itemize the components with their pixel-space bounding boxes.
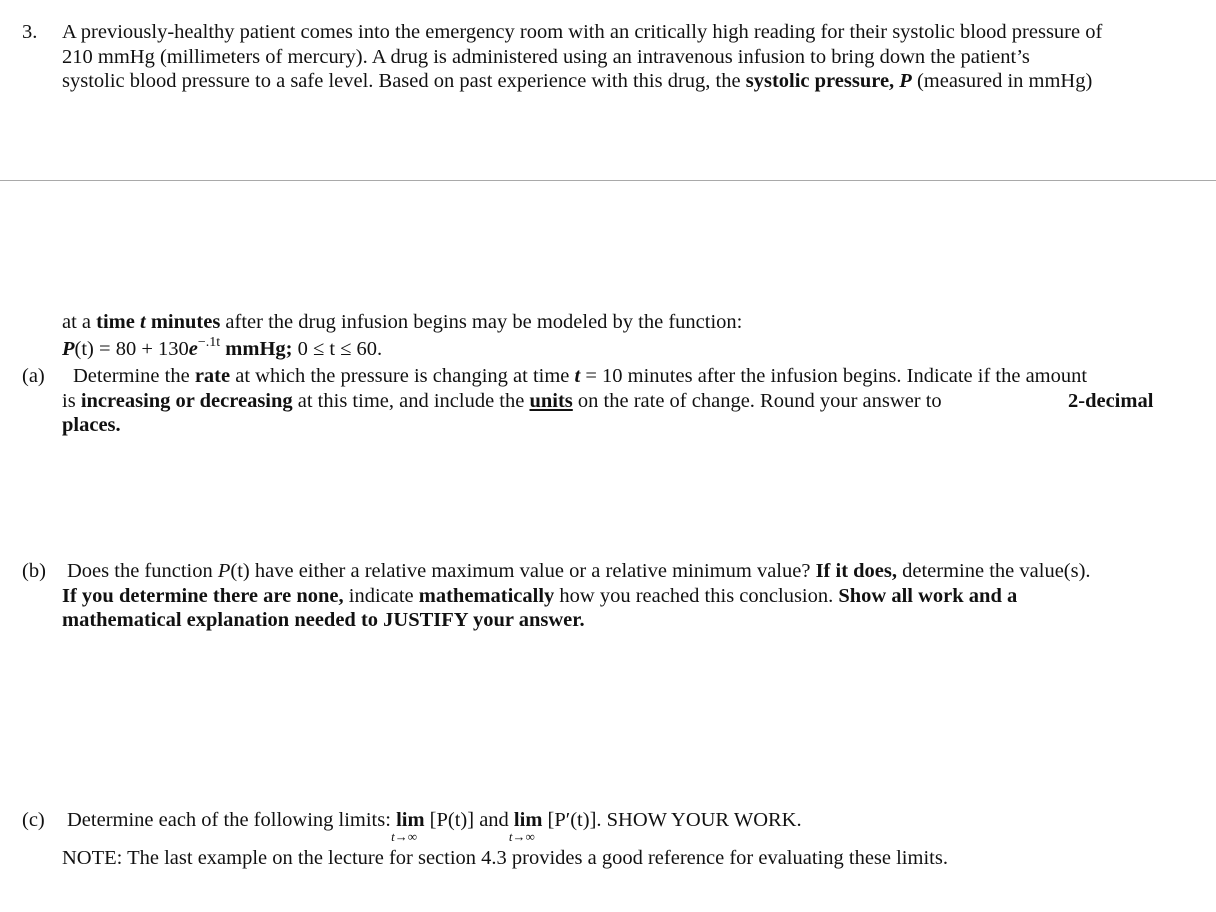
lim-symbol: lim — [396, 809, 425, 831]
limit-expression-1: [P(t)] — [429, 809, 475, 831]
part-a-line-1 — [62, 364, 1212, 389]
question-intro — [62, 20, 1212, 94]
question-number: 3. — [22, 21, 38, 43]
lim-symbol: lim — [513, 809, 543, 831]
justify-term: mathematical explanation needed to JUSTIFY your answer. — [62, 609, 585, 631]
mathematically-term: mathematically — [418, 584, 555, 607]
limit-subscript: t→∞ — [391, 829, 417, 844]
intro-line-2: 210 mmHg (millimeters of mercury). A drug is administered using an intravenous infusion to bring down the patient’s — [62, 45, 1030, 68]
limit-subscript: t→∞ — [508, 829, 535, 844]
systolic-pressure-term: systolic pressure, — [745, 70, 900, 92]
text: Does the function — [67, 560, 218, 582]
text: at which the pressure is changing at time — [230, 365, 575, 387]
places-term: places. — [62, 414, 121, 436]
units-term: units — [529, 389, 573, 412]
part-b-line-2 — [62, 584, 1212, 609]
function-name: P — [62, 337, 75, 360]
part-b-line-1 — [62, 559, 1212, 584]
question-continuation — [62, 310, 1212, 361]
limit-2 — [508, 808, 543, 844]
part-a-label: (a) — [22, 365, 45, 387]
part-c-note: NOTE: The last example on the lecture for section 4.3 provides a good reference for evaluating these limits. — [62, 846, 948, 869]
text: indicate — [343, 584, 419, 607]
page-break-divider — [0, 180, 1216, 181]
function-arg: (t) — [230, 560, 250, 582]
variable-t: t — [574, 365, 581, 387]
none-term: If you determine there are none, — [62, 584, 344, 607]
variable-t: t — [139, 311, 146, 333]
text: = 10 minutes after the infusion begins. Indicate if the amount — [580, 365, 1088, 387]
function-definition — [62, 334, 1212, 362]
variable-p: P — [899, 70, 912, 92]
part-b-label: (b) — [22, 560, 46, 582]
variable-p: P — [217, 560, 231, 582]
intro-text: systolic blood pressure to a safe level. Based on past experience with this drug, the — [62, 70, 746, 92]
text: is — [62, 389, 81, 412]
text: determine the value(s). — [897, 560, 1091, 582]
time-definition-line — [62, 310, 1212, 335]
text: Determine the — [73, 365, 195, 387]
show-work-term: Show all work and a — [838, 584, 1018, 607]
intro-line-3 — [62, 69, 1212, 94]
increasing-decreasing-term: increasing or decreasing — [80, 389, 293, 412]
function-body: = 80 + 130 — [93, 337, 189, 360]
limit-1 — [391, 808, 425, 844]
part-a-text — [62, 364, 1212, 438]
rate-term: rate — [194, 365, 231, 387]
text: after the drug infusion begins may be modeled by the function: — [220, 311, 743, 333]
function-arg: (t) — [74, 337, 94, 360]
part-c-label: (c) — [22, 809, 45, 831]
exp-base: e — [188, 337, 198, 360]
time-term: time — [96, 311, 140, 333]
decimal-term: 2-decimal — [1068, 389, 1154, 412]
exp-power: −.1t — [197, 334, 221, 350]
part-c-line-1 — [62, 808, 1212, 844]
function-domain: 0 ≤ t ≤ 60. — [292, 337, 383, 360]
part-c-text — [62, 808, 1212, 870]
intro-line-1: A previously-healthy patient comes into the emergency room with an critically high reading for their systolic blood pressure of — [62, 21, 1103, 43]
minutes-term: minutes — [145, 311, 221, 333]
part-a-line-2 — [62, 389, 1212, 414]
if-it-does-term: If it does, — [815, 560, 898, 582]
limit-expression-2: [P′(t)] — [547, 809, 597, 831]
text: on the rate of change. Round your answer to — [572, 389, 942, 412]
text: Determine each of the following limits: — [67, 809, 397, 831]
function-units: mmHg; — [220, 337, 293, 360]
text: . SHOW YOUR WORK. — [596, 809, 802, 831]
text: have either a relative maximum value or a relative minimum value? — [249, 560, 816, 582]
text: at this time, and include the — [292, 389, 530, 412]
intro-text: (measured in mmHg) — [911, 70, 1093, 92]
text: and — [474, 809, 514, 831]
part-b-text — [62, 559, 1212, 633]
text: at a — [62, 311, 97, 333]
text: how you reached this conclusion. — [554, 584, 839, 607]
